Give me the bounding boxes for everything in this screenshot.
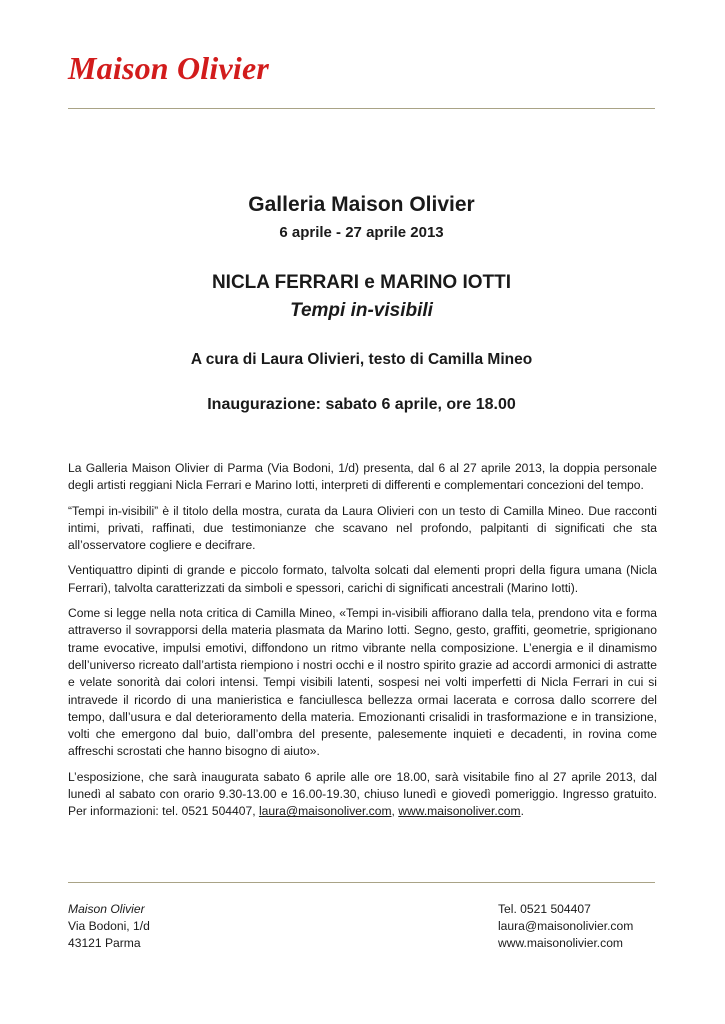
info-text: L’esposizione, che sarà inaugurata sabato 6 aprile alle ore 18.00, sarà visitabile fino al 27 aprile 2013, dal lunedì al sabato con orario 9.30-13.00 e 16.00-19.30, chiuso lunedì e giovedì pomeriggio. Ingresso gratuito. Per informazioni: tel. 0521 504407, bbox=[68, 769, 657, 819]
footer-name: Maison Olivier bbox=[68, 902, 145, 916]
footer-divider bbox=[68, 882, 655, 883]
website-link[interactable]: www.maisonoliver.com bbox=[398, 804, 521, 819]
footer-contacts bbox=[498, 901, 633, 952]
curator-line: A cura di Laura Olivieri, testo di Camilla Mineo bbox=[190, 351, 533, 368]
exhibition-dates: 6 aprile - 27 aprile 2013 bbox=[279, 224, 444, 241]
press-release-body bbox=[68, 460, 657, 829]
footer-email: laura@maisonolivier.com bbox=[498, 919, 634, 933]
paragraph-works: Ventiquattro dipinti di grande e piccolo formato, talvolta solcati dal elementi propri della figura umana (Nicla Ferrari), talvolta caratterizzati da simboli e spessori, carichi di significati ancestrali (Marino Iotti). bbox=[68, 563, 657, 595]
footer-city: 43121 Parma bbox=[68, 936, 141, 950]
header-divider bbox=[68, 108, 655, 109]
paragraph-critique: Come si legge nella nota critica di Camilla Mineo, «Tempi in-visibili affiorano dalla tela, prendono vita e forma attraverso il sovrapporsi della materia plasmata da Marino Iotti. Segno, gesto, graffiti, geometrie, sprigionano trame evocative, impulsi emotivi, diffondono un ritmo vibrante nella composizione. L’energia e il dinamismo dell’universo ricreato dall’artista riempiono i nostri occhi e il nostro spirito grazie ad accordi armonici di astratte e velate sonorità dai colori intensi. Tempi visibili latenti, sospesi nei volti imperfetti di Nicla Ferrari in cui si intravede il ricordo di una manieristica e fanciullesca bellezza ormai lacerata e corrosa dallo scorrere del tempo, dall’usura e dal deterioramento della materia. Emozionanti crisalidi in trasformazione e in transizione, volti che emergono dal buio, dall’ombra del presente, palesemente inquieti e decadenti, in rovina come affreschi scrostati che hanno bisogno di aiuto». bbox=[68, 606, 657, 759]
info-end: . bbox=[520, 804, 524, 819]
artists-heading: NICLA FERRARI e MARINO IOTTI bbox=[211, 272, 512, 293]
brand-logo: Maison Olivier bbox=[68, 50, 270, 86]
paragraph-title: “Tempi in-visibili” è il titolo della mostra, curata da Laura Olivieri con un testo di Camilla Mineo. Due racconti intimi, privati, raffinati, due testimonianze che scavano nel profondo, palpitanti di significati che sta all’osservatore cogliere e decifrare. bbox=[68, 503, 657, 553]
paragraph-intro: La Galleria Maison Olivier di Parma (Via Bodoni, 1/d) presenta, dal 6 al 27 aprile 2013, la doppia personale degli artisti reggiani Nicla Ferrari e Marino Iotti, interpreti di differenti e complementari concezioni del tempo. bbox=[68, 461, 657, 493]
paragraph-info bbox=[68, 769, 657, 821]
footer-website: www.maisonolivier.com bbox=[498, 936, 624, 950]
footer-phone: Tel. 0521 504407 bbox=[498, 902, 591, 916]
footer-address bbox=[68, 901, 150, 952]
info-separator: , bbox=[391, 804, 399, 819]
footer-street: Via Bodoni, 1/d bbox=[68, 919, 150, 933]
opening-line: Inaugurazione: sabato 6 aprile, ore 18.00 bbox=[207, 396, 516, 413]
exhibition-title: Tempi in-visibili bbox=[290, 300, 433, 321]
email-link[interactable]: laura@maisonoliver.com bbox=[258, 804, 392, 819]
gallery-name: Galleria Maison Olivier bbox=[248, 193, 475, 216]
